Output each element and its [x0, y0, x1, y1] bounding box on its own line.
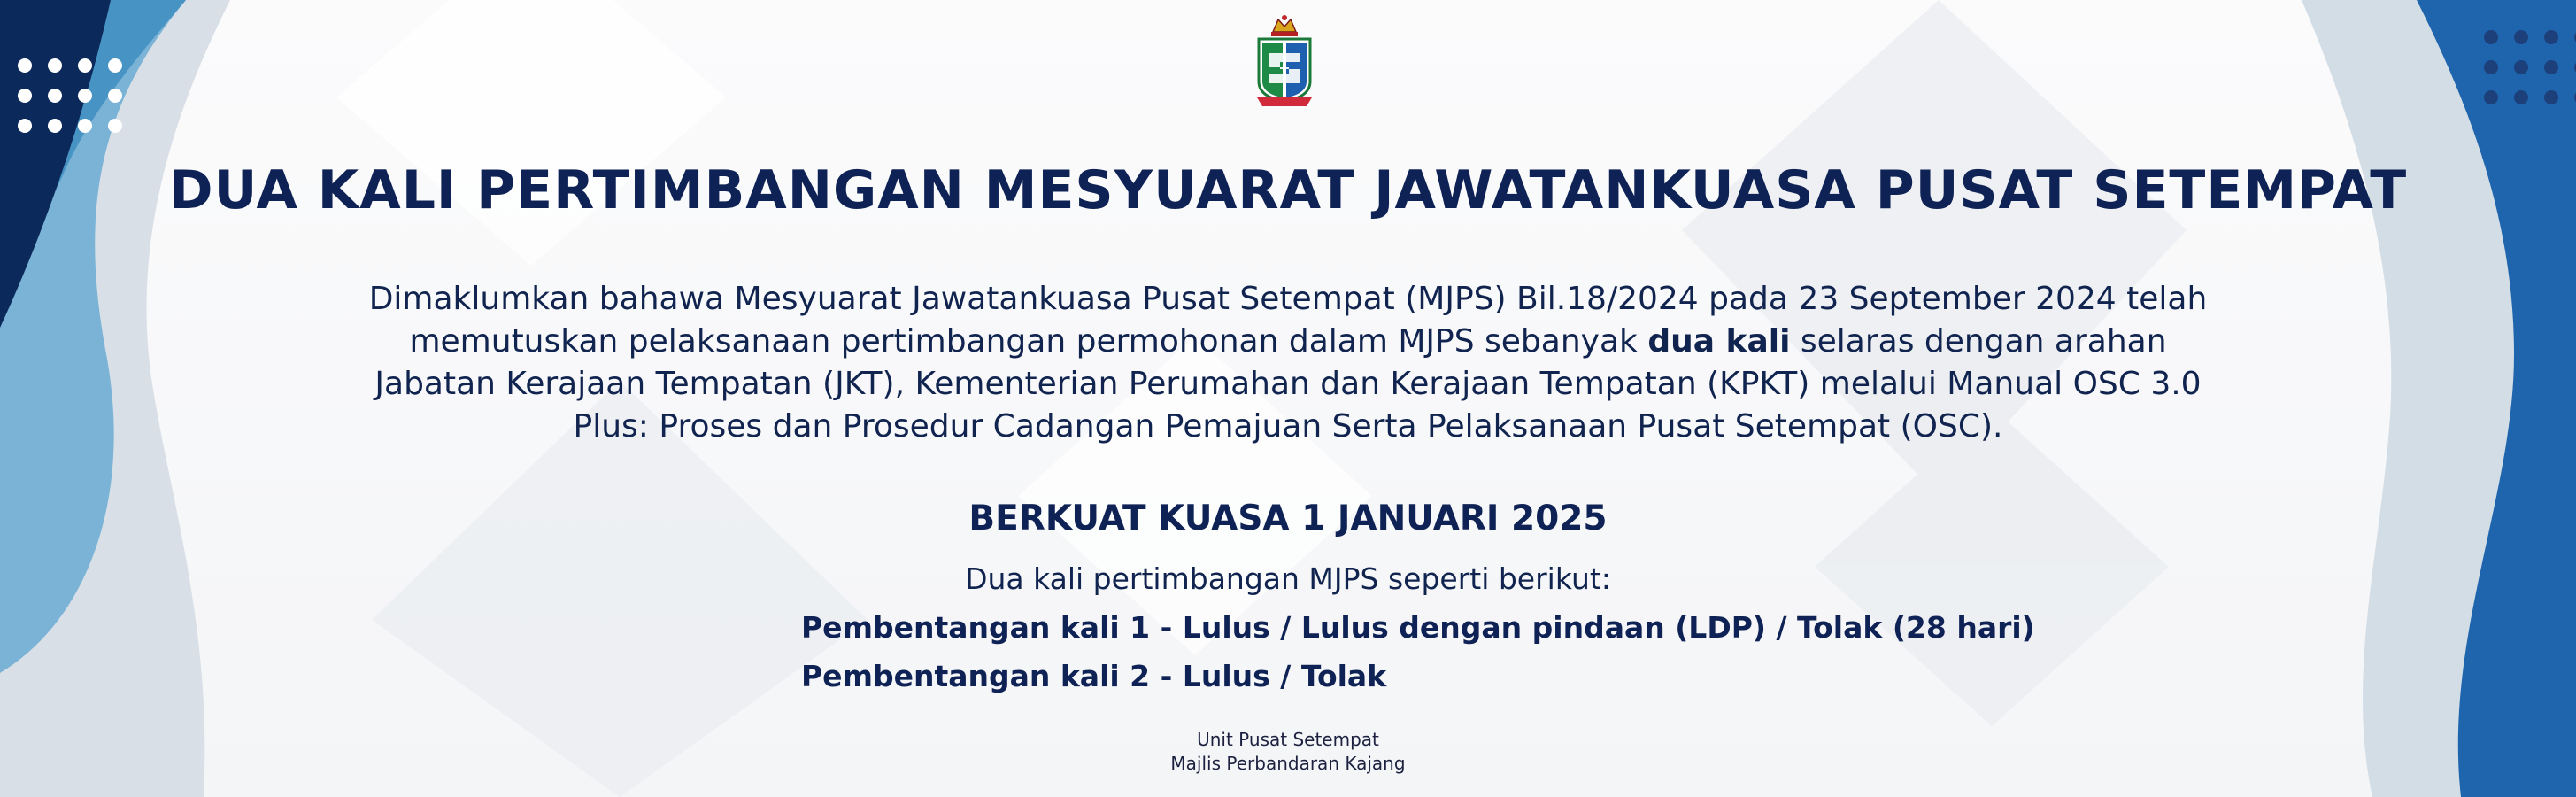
dot-grid-right-icon — [2484, 30, 2576, 106]
list-item: Pembentangan kali 2 - Lulus / Tolak — [801, 659, 1387, 693]
footer-signature — [0, 728, 2576, 776]
dot-grid-left-icon — [18, 58, 124, 135]
footer-unit: Unit Pusat Setempat — [1197, 729, 1379, 750]
mpkj-crest-icon — [1253, 12, 1315, 110]
paragraph-text-before: Dimaklumkan bahawa Mesyuarat Jawatankuasa Pusat Setempat (MJPS) Bil.18/2024 pada 23 September 2024 telah memutuskan pelaksanaan pertimbangan permohonan dalam MJPS sebanyak — [368, 281, 2208, 360]
footer-council: Majlis Perbandaran Kajang — [1170, 753, 1406, 774]
paragraph-text-after: selaras dengan arahan Jabatan Kerajaan Tempatan (JKT), Kementerian Perumahan dan Kerajaan Tempatan (KPKT) melalui Manual OSC 3.0 Plus: Proses dan Prosedur Cadangan Pemajuan Serta Pelaksanaan Pusat Setempat (OSC). — [374, 323, 2202, 445]
list-intro: Dua kali pertimbangan MJPS seperti berikut: — [965, 561, 1611, 596]
effective-date-heading: BERKUAT KUASA 1 JANUARI 2025 — [968, 499, 1608, 538]
page-title: DUA KALI PERTIMBANGAN MESYUARAT JAWATANKUASA PUSAT SETEMPAT — [168, 159, 2408, 221]
announcement-paragraph — [345, 278, 2231, 448]
paragraph-emphasis: dua kali — [1647, 323, 1791, 360]
list-item: Pembentangan kali 1 - Lulus / Lulus dengan pindaan (LDP) / Tolak (28 hari) — [801, 610, 2035, 645]
